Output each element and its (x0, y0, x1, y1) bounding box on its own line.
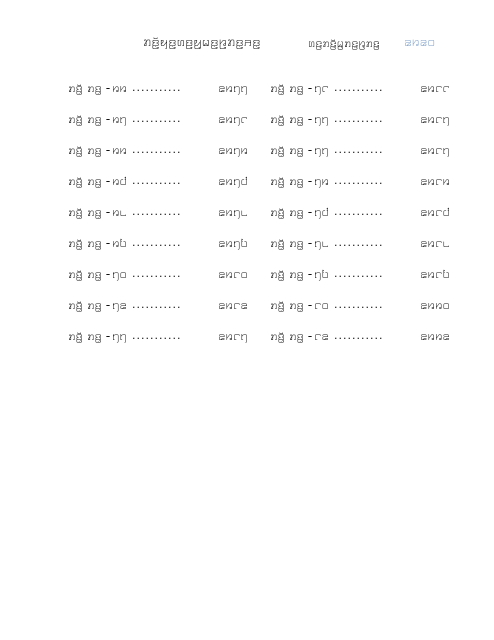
toc-entry[interactable] (68, 289, 248, 320)
toc-entry-leader: ........... (334, 174, 384, 187)
toc-entry-label: ꤊꤢꤩ꤭ ꤊꤢ꤭ (270, 297, 304, 312)
toc-entry[interactable] (68, 103, 248, 134)
toc-entry-number: ꤆꤉ (112, 235, 128, 250)
toc-entry-label: ꤊꤢꤩ꤭ ꤊꤢ꤭ (68, 266, 102, 281)
toc-entry[interactable] (68, 196, 248, 227)
toc-entry-number: ꤅꤁ (314, 328, 330, 343)
toc-entry-label: ꤊꤢꤩ꤭ ꤊꤢ꤭ (68, 297, 102, 312)
toc-entry-page: ꤁꤆꤅꤁ (217, 297, 248, 312)
toc-entry-page: ꤁꤆꤅꤉ (419, 266, 450, 281)
toc-entry-number: ꤄꤄ (314, 111, 330, 126)
toc-entry[interactable] (270, 134, 450, 165)
toc-entry-page: ꤁꤆꤄꤇ (217, 173, 248, 188)
toc-entry-leader: ........... (334, 236, 384, 249)
toc-entry[interactable] (270, 289, 450, 320)
toc-entry-page: ꤁꤆꤄꤅ (217, 111, 248, 126)
toc-entry-label: ꤊꤢꤩ꤭ ꤊꤢ꤭ (68, 204, 102, 219)
toc-entry-label: ꤊꤢꤩ꤭ ꤊꤢ꤭ (270, 142, 304, 157)
toc-entry-number: ꤆꤆ (112, 80, 128, 95)
toc-entry-dash: - (105, 142, 111, 157)
toc-entry[interactable] (68, 320, 248, 351)
toc-entry[interactable] (270, 165, 450, 196)
toc-entry-number: ꤄꤄ (112, 328, 128, 343)
header-label: ꤛꤢ꤬ꤊꤢꤩ꤭ꤗ꤬ꤊꤢ꤭ꤙ꤬ꤊꤢ꤭ (308, 36, 381, 50)
toc-entry[interactable] (68, 258, 248, 289)
toc-entry-page: ꤁꤆꤅꤄ (419, 142, 450, 157)
toc-column-right (270, 72, 450, 351)
toc-entry-leader: ........... (132, 205, 182, 218)
toc-entry-leader: ........... (334, 298, 384, 311)
toc-entry-leader: ........... (132, 329, 182, 342)
toc-entry-page: ꤁꤆꤅꤄ (217, 328, 248, 343)
toc-entry-page: ꤁꤆꤅꤇ (419, 204, 450, 219)
toc-entry-number: ꤄꤅ (314, 80, 330, 95)
toc-entry-number: ꤆꤄ (112, 111, 128, 126)
toc-entry-page: ꤁꤆꤅꤆ (419, 173, 450, 188)
toc-entry-label: ꤊꤢꤩ꤭ ꤊꤢ꤭ (68, 80, 102, 95)
toc-entry-leader: ........... (132, 267, 182, 280)
toc-entry[interactable] (270, 320, 450, 351)
toc-entry-page: ꤁꤆꤆꤀ (419, 297, 450, 312)
toc-entry-dash: - (105, 328, 111, 343)
toc-entry-dash: - (105, 297, 111, 312)
toc-entry-label: ꤊꤢꤩ꤭ ꤊꤢ꤭ (270, 173, 304, 188)
toc-entry-leader: ........... (334, 267, 384, 280)
toc-entry-label: ꤊꤢꤩ꤭ ꤊꤢ꤭ (270, 328, 304, 343)
toc-entry-number: ꤄꤇ (314, 204, 330, 219)
toc-column-left (68, 72, 248, 351)
toc-entry[interactable] (270, 103, 450, 134)
toc-entry-page: ꤁꤆꤄꤆ (217, 142, 248, 157)
toc-entry-dash: - (307, 142, 313, 157)
toc-entry-dash: - (105, 80, 111, 95)
toc-entry-leader: ........... (132, 298, 182, 311)
toc-entry-leader: ........... (132, 174, 182, 187)
toc-entry-dash: - (307, 266, 313, 281)
toc-entry-number: ꤄꤉ (314, 266, 330, 281)
toc-entry-label: ꤊꤢꤩ꤭ ꤊꤢ꤭ (68, 173, 102, 188)
toc-entry[interactable] (270, 196, 450, 227)
toc-entry-dash: - (307, 204, 313, 219)
document-title: ꤊꤢꤩ꤭ꤟꤢ꤭ꤛꤢ꤬ꤟ꤬ꤗꤢ꤭ꤙ꤬ꤊꤢ꤭ꤏꤢ꤭ (143, 34, 261, 50)
toc-entry-label: ꤊꤢꤩ꤭ ꤊꤢ꤭ (270, 235, 304, 250)
toc-entry-number: ꤄꤀ (112, 266, 128, 281)
toc-entry-page: ꤁꤆꤄꤄ (217, 80, 248, 95)
toc-entry-dash: - (105, 235, 111, 250)
toc-entry[interactable] (68, 134, 248, 165)
toc-entry-leader: ........... (334, 143, 384, 156)
toc-entry-number: ꤆꤆ (112, 142, 128, 157)
toc-entry-dash: - (105, 266, 111, 281)
toc-entry-leader: ........... (132, 143, 182, 156)
toc-entry-dash: - (307, 80, 313, 95)
toc-entry-label: ꤊꤢꤩ꤭ ꤊꤢ꤭ (68, 142, 102, 157)
toc-entry-label: ꤊꤢꤩ꤭ ꤊꤢ꤭ (68, 235, 102, 250)
toc-entry-label: ꤊꤢꤩ꤭ ꤊꤢ꤭ (270, 80, 304, 95)
toc-entry-page: ꤁꤆꤅꤄ (419, 111, 450, 126)
toc-entry[interactable] (270, 258, 450, 289)
toc-entry-page: ꤁꤆꤄꤈ (217, 204, 248, 219)
toc-entry-number: ꤆꤇ (112, 173, 128, 188)
toc-entry-number: ꤅꤀ (314, 297, 330, 312)
toc-entry-label: ꤊꤢꤩ꤭ ꤊꤢ꤭ (270, 204, 304, 219)
toc-entry-number: ꤆꤈ (112, 204, 128, 219)
toc-entry-number: ꤄꤆ (314, 173, 330, 188)
toc-entry-leader: ........... (132, 81, 182, 94)
toc-entry[interactable] (270, 72, 450, 103)
toc-entry-dash: - (307, 328, 313, 343)
toc-entry-leader: ........... (334, 205, 384, 218)
toc-entry-page: ꤁꤆꤅꤀ (217, 266, 248, 281)
toc-entry-label: ꤊꤢꤩ꤭ ꤊꤢ꤭ (68, 328, 102, 343)
toc-entry-number: ꤄꤁ (112, 297, 128, 312)
toc-entry-dash: - (307, 111, 313, 126)
toc-entry-dash: - (307, 173, 313, 188)
toc-entry-label: ꤊꤢꤩ꤭ ꤊꤢ꤭ (270, 266, 304, 281)
page-number: ꤁꤆꤁꤀ (404, 35, 436, 50)
toc-entry-dash: - (105, 111, 111, 126)
page-header (0, 34, 494, 58)
toc-entry-number: ꤄꤈ (314, 235, 330, 250)
toc-entry[interactable] (68, 227, 248, 258)
toc-entry[interactable] (270, 227, 450, 258)
toc-entry-leader: ........... (334, 329, 384, 342)
toc-entry-page: ꤁꤆꤆꤁ (419, 328, 450, 343)
toc-entry-dash: - (307, 235, 313, 250)
toc-entry-number: ꤄꤄ (314, 142, 330, 157)
toc-entry[interactable] (68, 165, 248, 196)
toc-entry-leader: ........... (132, 112, 182, 125)
toc-entry-leader: ........... (334, 81, 384, 94)
toc-entry-page: ꤁꤆꤅꤈ (419, 235, 450, 250)
toc-entry-dash: - (105, 204, 111, 219)
toc-entry-label: ꤊꤢꤩ꤭ ꤊꤢ꤭ (68, 111, 102, 126)
toc-entry[interactable] (68, 72, 248, 103)
toc-entry-leader: ........... (132, 236, 182, 249)
toc-entry-label: ꤊꤢꤩ꤭ ꤊꤢ꤭ (270, 111, 304, 126)
toc-entry-dash: - (105, 173, 111, 188)
toc-entry-page: ꤁꤆꤅꤅ (419, 80, 450, 95)
toc-entry-leader: ........... (334, 112, 384, 125)
toc-entry-dash: - (307, 297, 313, 312)
toc-entry-page: ꤁꤆꤄꤉ (217, 235, 248, 250)
